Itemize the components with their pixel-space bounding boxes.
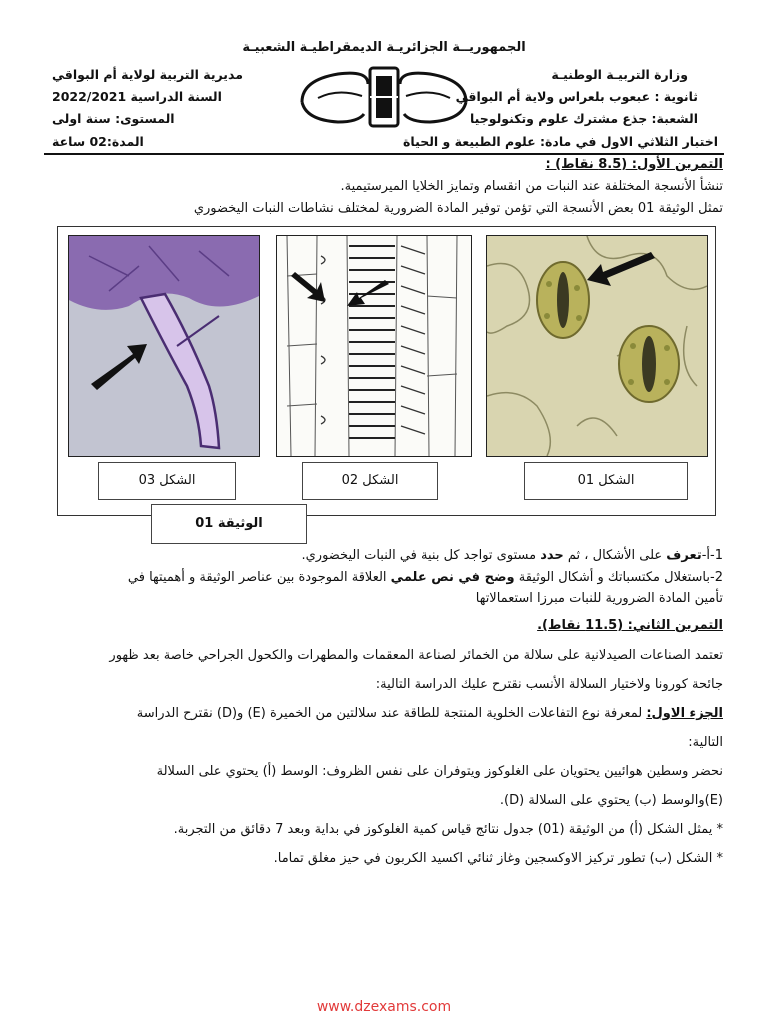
exercise1-question-2: 2-باستغلال مكتسباتك و أشكال الوثيقة وضح في نص علمي العلاقة الموجودة بين عناصر الوثيقة و أهميتها في [127,570,723,585]
exercise1-question-2-cont: تأمين المادة الضرورية للنبات مبرزا استعمالاتها [475,591,723,606]
exercise2-para2-line2: (E)والوسط (ب) يحتوي على السلالة (D). [499,793,723,808]
exercise1-intro-1: تنشأ الأنسجة المختلفة عند النبات من انقسام وتمايز الخلايا الميرستيمية. [340,179,723,194]
exercise2-para2-line1: نحضر وسطين هوائيين يحتويان على الغلوكوز ويتوفران على نفس الظروف: الوسط (أ) يحتوي على السلالة [156,764,723,779]
ministry-label: وزارة التربيـة الوطنيـة [551,67,688,82]
level-label: المستوى: سنة اولى [52,111,175,126]
figure-03-image [68,235,260,457]
exercise1-intro-2: تمثل الوثيقة 01 بعض الأنسجة التي تؤمن توفير المادة الضرورية لمختلف نشاطات النبات اليخضوري [193,201,723,216]
exercise1-question-1: 1-أ-تعرف على الأشكال ، ثم حدد مستوى تواجد كل بنية في النبات اليخضوري. [301,548,723,563]
figure-01-image [486,235,708,457]
school-logo [298,62,470,132]
exam-duration: المدة:02 ساعة [52,134,144,149]
header-divider [44,153,724,155]
republic-title: الجمهوريــة الجزائريـة الديمقراطيـة الشعبيـة [242,40,526,55]
part1-label: الجزء الاول: [646,706,723,721]
school-label: ثانوية : عبعوب بلعراس ولاية أم البواقي [455,89,698,104]
exercise2-part1-line2: التالية: [688,735,723,750]
document-01-caption: الوثيقة 01 [151,504,307,544]
directorate-label: مديرية التربية لولاية أم البواقي [52,67,243,82]
exercise2-bullet-1: * يمثل الشكل (أ) من الوثيقة (01) جدول نتائج قياس كمية الغلوكوز في بداية وبعد 7 دقائق من التجربة. [173,822,723,837]
exam-title: اختبار الثلاثي الاول في مادة: علوم الطبيعة و الحياة [403,134,718,149]
figure-02-image [276,235,472,457]
exercise2-part1: الجزء الاول: لمعرفة نوع التفاعلات الخلوية المنتجة للطاقة عند سلالتين من الخميرة (E) و(D) نقترح الدراسة [136,706,723,721]
footer-watermark[interactable]: www.dzexams.com [316,999,452,1015]
figure-01-caption: الشكل 01 [524,462,688,500]
school-year-label: السنة الدراسية 2022/2021 [52,89,222,104]
exercise2-bullet-2: * الشكل (ب) تطور تركيز الاوكسجين وغاز ثنائي اكسيد الكربون في حيز مغلق تماما. [273,851,723,866]
figure-03-caption: الشكل 03 [98,462,236,500]
exercise1-title: التمرين الأول: (8.5 نقاط) : [545,157,723,172]
exercise2-para1-line2: جائحة كورونا ولاختيار السلالة الأنسب نقترح عليك الدراسة التالية: [375,677,723,692]
exercise2-para1-line1: تعتمد الصناعات الصيدلانية على سلالة من الخمائر لصناعة المعقمات والمطهرات والكحول الجراحي خاصة بعد ظهور [109,648,723,663]
branch-label: الشعبة: جذع مشترك علوم وتكنولوجيا [469,111,698,126]
exercise2-title: التمرين الثاني: (11.5 نقاط). [537,618,723,633]
figure-02-caption: الشكل 02 [302,462,438,500]
